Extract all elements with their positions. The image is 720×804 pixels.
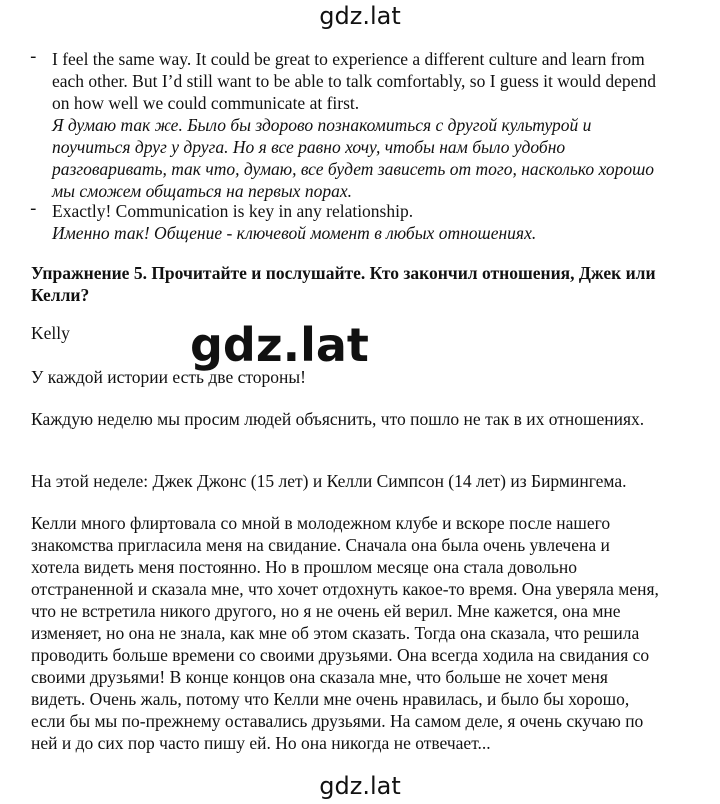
dash-bullet: -: [30, 198, 37, 219]
paragraph-each-week: Каждую неделю мы просим людей объяснить, что пошло не так в их отношениях.: [31, 409, 645, 429]
watermark-bottom: gdz.lat: [319, 772, 401, 800]
dialogue-line: [30, 200, 670, 244]
exercise-heading: Упражнение 5. Прочитайте и послушайте. Кто закончил отношения, Джек или Келли?: [31, 263, 656, 305]
watermark-top: gdz.lat: [319, 2, 401, 30]
paragraph-this-week: На этой неделе: Джек Джонс (15 лет) и Келли Симпсон (14 лет) из Бирмингема.: [31, 471, 627, 491]
russian-translation: Я думаю так же. Было бы здорово познакомиться с другой культурой и поучиться друг у друга. Но я все равно хочу, чтобы нам было удобно разговаривать, так что, думаю, все будет зависеть от того, насколько хорошо мы сможем общаться на первых порах.: [52, 115, 655, 201]
dash-bullet: -: [30, 46, 37, 67]
paragraph-two-sides: У каждой истории есть две стороны!: [31, 367, 306, 387]
paragraph-story: Келли много флиртовала со мной в молодежном клубе и вскоре после нашего знакомства пригласила меня на свидание. Сначала она была очень увлечена и хотела видеть меня постоянно. Но в прошлом месяце она стала довольно отстраненной и сказала мне, что хочет отдохнуть какое-то время. Она уверяла меня, что не встретила никого другого, но я не очень ей верил. Мне кажется, она мне изменяет, но она не знала, как мне об этом сказать. Тогда она сказала, что решила проводить больше времени со своими друзьями. Она всегда ходила на свидания со своими друзьями! В конце концов она сказала мне, что больше не хочет меня видеть. Очень жаль, потому что Келли мне очень нравилась, и было бы хорошо, если бы мы по-прежнему оставались друзьями. На самом деле, я очень скучаю по ней и до сих пор часто пишу ей. Но она никогда не отвечает...: [31, 513, 659, 753]
name-label: Kelly: [31, 323, 70, 343]
watermark-middle: gdz.lat: [190, 318, 369, 372]
english-text: I feel the same way. It could be great to experience a different culture and learn from each other. But I’d still want to be able to talk comfortably, so I guess it would depend on how well we could communicate at first.: [52, 49, 656, 113]
russian-translation: Именно так! Общение - ключевой момент в любых отношениях.: [52, 223, 537, 243]
dialogue-line: [30, 48, 670, 202]
english-text: Exactly! Communication is key in any relationship.: [52, 201, 414, 221]
